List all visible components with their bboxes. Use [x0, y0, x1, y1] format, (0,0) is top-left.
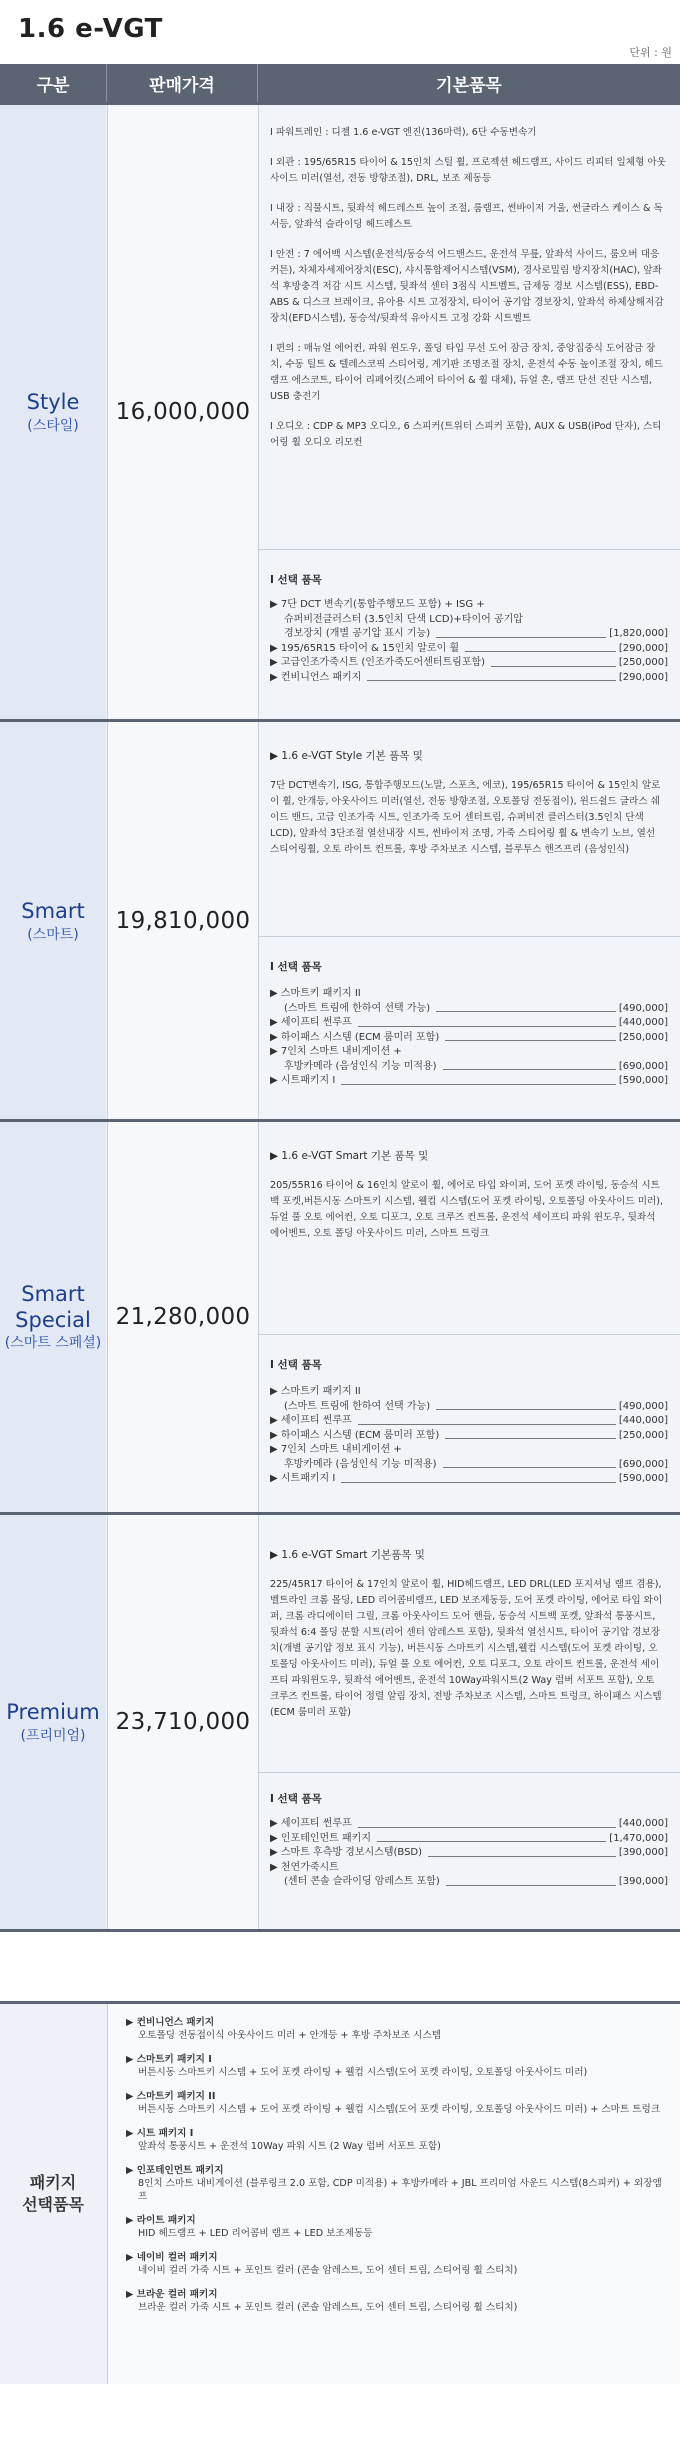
- trim-price: 16,000,000: [107, 105, 259, 719]
- header-category: 구분: [36, 75, 70, 96]
- option-price: [690,000]: [618, 1060, 668, 1072]
- trim-row-style: [0, 102, 680, 719]
- trim-name-korean: (스마트 스페셜): [4, 1335, 102, 1351]
- basic-items: [258, 1515, 680, 1721]
- option-label: ▶ 195/65R15 타이어 & 15인치 알로이 휠: [270, 642, 460, 654]
- trim-label: [0, 722, 106, 1119]
- option-section: [258, 1334, 680, 1512]
- basic-items: [258, 722, 680, 858]
- package-desc: 버튼시동 스마트키 시스템 + 도어 포켓 라이팅 + 웰컴 시스템(도어 포켓 라이팅, 오토폴딩 아웃사이드 미러) + 스마트 트렁크: [138, 2104, 661, 2115]
- package-item: [126, 2214, 670, 2240]
- option-sub: 후방카메라 (음성인식 기능 미적용): [284, 1060, 437, 1072]
- option-price: [590,000]: [618, 1473, 668, 1484]
- option-label: ▶ 하이패스 시스템 (ECM 룸미러 포함): [270, 1031, 440, 1043]
- package-options-section: [0, 2001, 680, 2384]
- package-desc: 네이비 컬러 가죽 시트 + 포인트 컬러 (콘솔 암레스트, 도어 센터 트림, 스티어링 휠 스티치): [138, 2265, 518, 2276]
- trim-row-premium: [0, 1512, 680, 1932]
- basic-heading: ▶ 1.6 e-VGT Style 기본 품목 및: [270, 750, 423, 762]
- option-price: [440,000]: [618, 1415, 668, 1426]
- package-title: ▶ 시트 패키지 I: [126, 2128, 194, 2139]
- trim-label: [0, 1515, 106, 1929]
- option-item: [270, 1443, 668, 1472]
- package-title: ▶ 컨비니언스 패키지: [126, 2017, 215, 2028]
- option-item: [270, 1045, 668, 1074]
- option-price: [290,000]: [618, 642, 668, 654]
- unit-label: 단위 : 원: [629, 46, 672, 59]
- header-basic-items: 기본품목: [436, 75, 502, 96]
- option-item: [270, 1385, 668, 1414]
- option-price: [490,000]: [618, 1400, 668, 1412]
- option-item: [270, 1074, 668, 1089]
- option-sub: 후방카메라 (음성인식 기능 미적용): [284, 1458, 437, 1470]
- trim-price: 21,280,000: [107, 1122, 259, 1512]
- trim-price: 23,710,000: [107, 1515, 259, 1929]
- option-sub: 경보장치 (개별 공기압 표시 기능): [284, 628, 431, 639]
- option-label: ▶ 세이프티 썬루프: [270, 1017, 352, 1028]
- option-label: ▶ 7단 DCT 변속기(통합주행모드 포함) + ISG +: [270, 599, 485, 610]
- trim-row-smart-special: [0, 1119, 680, 1512]
- option-item: [270, 671, 668, 686]
- option-label: ▶ 스마트키 패키지 II: [270, 988, 361, 999]
- option-item: [270, 987, 668, 1016]
- option-title: I 선택 품목: [270, 574, 322, 586]
- option-price: [250,000]: [618, 657, 668, 668]
- page-title: 1.6 e-VGT: [18, 14, 163, 44]
- package-title: ▶ 네이비 컬러 패키지: [126, 2252, 218, 2263]
- trim-name: Style: [26, 390, 80, 414]
- trim-label: [0, 1122, 106, 1512]
- option-label: ▶ 고급인조가죽시트 (인조가죽도어센터트림포함): [270, 657, 486, 668]
- option-label: ▶ 7인치 스마트 내비게이션 +: [270, 1046, 402, 1057]
- option-sub: 슈퍼비전클러스터 (3.5인치 단색 LCD)+타이어 공기압: [284, 613, 523, 625]
- option-item: [270, 1031, 668, 1046]
- package-label: 패키지 선택품목: [22, 2173, 84, 2214]
- option-price: [1,820,000]: [609, 628, 668, 639]
- package-title: ▶ 라이트 패키지: [126, 2215, 196, 2226]
- option-label: ▶ 7인치 스마트 내비게이션 +: [270, 1444, 402, 1455]
- option-sub: (스마트 트림에 한하여 선택 가능): [284, 1002, 431, 1014]
- option-label: ▶ 세이프티 썬루프: [270, 1818, 352, 1829]
- package-item: [126, 2164, 670, 2203]
- option-price: [440,000]: [618, 1818, 668, 1829]
- package-desc: HID 헤드램프 + LED 리어콤비 램프 + LED 보조제동등: [138, 2228, 373, 2239]
- option-title: I 선택 품목: [270, 961, 322, 973]
- option-price: [390,000]: [618, 1876, 668, 1887]
- option-title: I 선택 품목: [270, 1793, 322, 1805]
- option-item: [270, 598, 668, 642]
- trim-name-korean: (스타일): [27, 418, 79, 434]
- option-item: [270, 1429, 668, 1444]
- basic-heading: ▶ 1.6 e-VGT Smart 기본품목 및: [270, 1549, 425, 1561]
- option-price: [590,000]: [618, 1075, 668, 1086]
- feature-powertrain: I 파워트레인 : 디젤 1.6 e-VGT 엔진(136마력), 6단 수동변속기: [270, 127, 537, 138]
- package-title: ▶ 인포테인먼트 패키지: [126, 2165, 224, 2176]
- option-label: ▶ 스마트키 패키지 II: [270, 1386, 361, 1397]
- option-item: [270, 1016, 668, 1031]
- option-section: [258, 1772, 680, 1929]
- package-desc: 브라운 컬러 가죽 시트 + 포인트 컬러 (콘솔 암레스트, 도어 센터 트림, 스티어링 휠 스티치): [138, 2302, 518, 2313]
- package-title: ▶ 스마트키 패키지 II: [126, 2091, 216, 2102]
- option-price: [250,000]: [618, 1031, 668, 1043]
- package-item: [126, 2251, 670, 2277]
- package-title: ▶ 브라운 컬러 패키지: [126, 2289, 218, 2300]
- trim-name: Smart Special: [15, 1282, 91, 1332]
- option-title: I 선택 품목: [270, 1359, 322, 1371]
- option-label: ▶ 천연가죽시트: [270, 1861, 339, 1873]
- option-item: [270, 642, 668, 657]
- package-title: ▶ 스마트키 패키지 I: [126, 2054, 212, 2065]
- option-item: [270, 1817, 668, 1832]
- basic-heading: ▶ 1.6 e-VGT Smart 기본 품목 및: [270, 1150, 429, 1162]
- option-label: ▶ 시트패키지 I: [270, 1473, 336, 1484]
- option-section: [258, 936, 680, 1119]
- package-item: [126, 2127, 670, 2153]
- feature-exterior: I 외관 : 195/65R15 타이어 & 15인치 스틸 휠, 프로젝션 헤드램프, 사이드 리피터 일체형 아웃사이드 미러(열선, 전동 방향조절), DRL, 보조 제동등: [270, 157, 666, 184]
- header-price: 판매가격: [106, 64, 258, 102]
- option-item: [270, 1861, 668, 1890]
- option-price: [1,470,000]: [609, 1832, 668, 1844]
- package-desc: 8인치 스마트 내비게이션 (블루링크 2.0 포함, CDP 미적용) + 후방카메라 + JBL 프리미엄 사운드 시스템(8스피커) + 외장앰프: [138, 2178, 662, 2202]
- basic-items: [258, 1122, 680, 1242]
- option-price: [490,000]: [618, 1002, 668, 1014]
- basic-description: 205/55R16 타이어 & 16인치 알로이 휠, 에어로 타입 와이퍼, 도어 포켓 라이팅, 동승석 시트백 포켓,버튼시동 스마트키 시스템, 웰컴 시스템(도어 포켓 라이팅, 오토폴딩 아웃사이드 미러), 듀얼 풀 오토 에어컨, 오토 디포그, 오토 크루즈 컨트롤, 운전석 세이프티 파워 윈도우, 뒷좌석 에어벤트, 오토 폴딩 아웃사이드 미러, 스마트 트렁크: [270, 1180, 664, 1239]
- table-header: [0, 64, 680, 102]
- option-price: [390,000]: [618, 1847, 668, 1858]
- package-desc: 버튼시동 스마트키 시스템 + 도어 포켓 라이팅 + 웰컴 시스템(도어 포켓 라이팅, 오토폴딩 아웃사이드 미러): [138, 2067, 588, 2078]
- package-item: [126, 2053, 670, 2079]
- option-item: [270, 656, 668, 671]
- package-item: [126, 2090, 670, 2116]
- option-item: [270, 1414, 668, 1429]
- option-list: [258, 1817, 680, 1890]
- feature-convenience: I 편의 : 매뉴얼 에어컨, 파워 윈도우, 폴딩 타입 무선 도어 잠금 장치, 중앙집중식 도어잠금 장치, 수동 틸트 & 텔레스코픽 스티어링, 계기판 조명조절 장치, 운전석 수동 높이조절 장치, 헤드램프 에스코트, 타이어 리페어킷(스페어 타이어 & 휠 대체), 듀얼 혼, 램프 단선 진단 시스템, USB 충전기: [270, 343, 663, 402]
- trim-name: Smart: [21, 898, 85, 923]
- option-list: [258, 1385, 680, 1487]
- option-price: [250,000]: [618, 1429, 668, 1441]
- basic-items: [258, 105, 680, 451]
- option-sub: (센터 콘솔 슬라이딩 암레스트 포함): [284, 1876, 440, 1887]
- feature-interior: I 내장 : 직물시트, 뒷좌석 헤드레스트 높이 조절, 룸램프, 썬바이저 거울, 썬글라스 케이스 & 독서등, 앞좌석 슬라이딩 헤드레스트: [270, 203, 663, 230]
- option-price: [690,000]: [618, 1458, 668, 1470]
- trim-label: [0, 105, 106, 719]
- package-item: [126, 2288, 670, 2314]
- option-section: [258, 549, 680, 719]
- basic-description: 225/45R17 타이어 & 17인치 알로이 휠, HID헤드램프, LED DRL(LED 포지셔닝 램프 겸용), 벨트라인 크롬 몰딩, LED 리어콤비램프, LED 보조제동등, 도어 포켓 라이팅, 에어로 타입 와이퍼, 크롬 라디에이터 그릴, 크롬 아웃사이드 도어 핸들, 동승석 시트백 포켓, 앞좌석 통풍시트, 뒷좌석 6:4 폴딩 분할 시트(리어 센터 암레스트 포함), 뒷좌석 열선시트, 타이어 공기압 경보장치(개별 공기압 정보 표시 기능), 버튼시동 스마트키 시스템,웰컴 시스템(도어 포켓 라이팅, 오토폴딩 아웃사이드 미러), 듀얼 풀 오토 에어컨, 오토 디포그, 오토 라이트 컨트롤, 운전석 세이프티 파워윈도우, 뒷좌석 에어벤트, 운전석 10Way파워시트(2 Way 럼버 서포트 포함), 오토 크루즈 컨트롤, 타이어 정렬 알림 장치, 전방 주차보조 시스템, 스마트 트렁크, 하이패스 시스템(ECM 룸미러 포함): [270, 1579, 663, 1718]
- package-desc: 앞좌석 통풍시트 + 운전석 10Way 파워 시트 (2 Way 럼버 서포트 포함): [138, 2141, 441, 2152]
- option-list: [258, 987, 680, 1089]
- trim-price: 19,810,000: [107, 722, 259, 1119]
- trim-name-korean: (스마트): [27, 926, 79, 943]
- option-label: ▶ 세이프티 썬루프: [270, 1415, 352, 1426]
- package-item: [126, 2016, 670, 2042]
- trim-row-smart: [0, 719, 680, 1119]
- option-label: ▶ 스마트 후측방 경보시스템(BSD): [270, 1847, 423, 1858]
- option-item: [270, 1846, 668, 1861]
- option-price: [440,000]: [618, 1017, 668, 1028]
- package-list: [107, 2004, 680, 2384]
- trim-name: Premium: [6, 1700, 100, 1724]
- option-label: ▶ 하이패스 시스템 (ECM 룸미러 포함): [270, 1429, 440, 1441]
- option-price: [290,000]: [618, 671, 668, 683]
- option-item: [270, 1472, 668, 1487]
- option-label: ▶ 인포테인먼트 패키지: [270, 1832, 371, 1844]
- option-list: [258, 598, 680, 685]
- option-label: ▶ 컨비니언스 패키지: [270, 671, 362, 683]
- option-label: ▶ 시트패키지 I: [270, 1075, 336, 1086]
- package-desc: 오토폴딩 전동접이식 아웃사이드 미러 + 안개등 + 후방 주차보조 시스템: [138, 2030, 442, 2041]
- trim-name-korean: (프리미엄): [20, 1728, 86, 1744]
- option-sub: (스마트 트림에 한하여 선택 가능): [284, 1400, 431, 1412]
- option-item: [270, 1832, 668, 1847]
- feature-safety: I 안전 : 7 에어백 시스템(운전석/동승석 어드밴스드, 운전석 무릎, 앞좌석 사이드, 룸오버 대응 커튼), 차체자세제어장치(ESC), 샤시통합제어시스템(VSM), 경사로밀림 방지장치(HAC), 앞좌석 후방충격 저감 시트 시스템, 뒷좌석 센터 3점식 시트벨트, 급제동 경보 시스템(ESS), EBD-ABS & 디스크 브레이크, 유아용 시트 고정장치, 타이어 공기압 경보장치, 앞좌석 하체상해저감장치(EFD시스템), 동승석/뒷좌석 유아시트 고정 강화 시트벨트: [270, 249, 664, 324]
- basic-description: 7단 DCT변속기, ISG, 통합주행모드(노말, 스포츠, 에코), 195/65R15 타이어 & 15인치 알로이 휠, 안개등, 아웃사이드 미러(열선, 전동 방향조절, 오토폴딩 전동접이), 윈드쉴드 글라스 쉐이드 밴드, 고급 인조가죽 시트, 인조가죽 도어 센터트림, 슈퍼비전 클러스터(3.5인치 단색 LCD), 앞좌석 3단조절 열선내장 시트, 썬바이저 조명, 가죽 스티어링 휠 & 변속기 노브, 열선 스티어링휠, 오토 라이트 컨트롤, 후방 주차보조 시스템, 블루투스 핸즈프리 (음성인식): [270, 780, 661, 855]
- feature-audio: I 오디오 : CDP & MP3 오디오, 6 스피커(트위터 스피커 포함), AUX & USB(iPod 단자), 스티어링 휠 오디오 리모컨: [270, 421, 662, 448]
